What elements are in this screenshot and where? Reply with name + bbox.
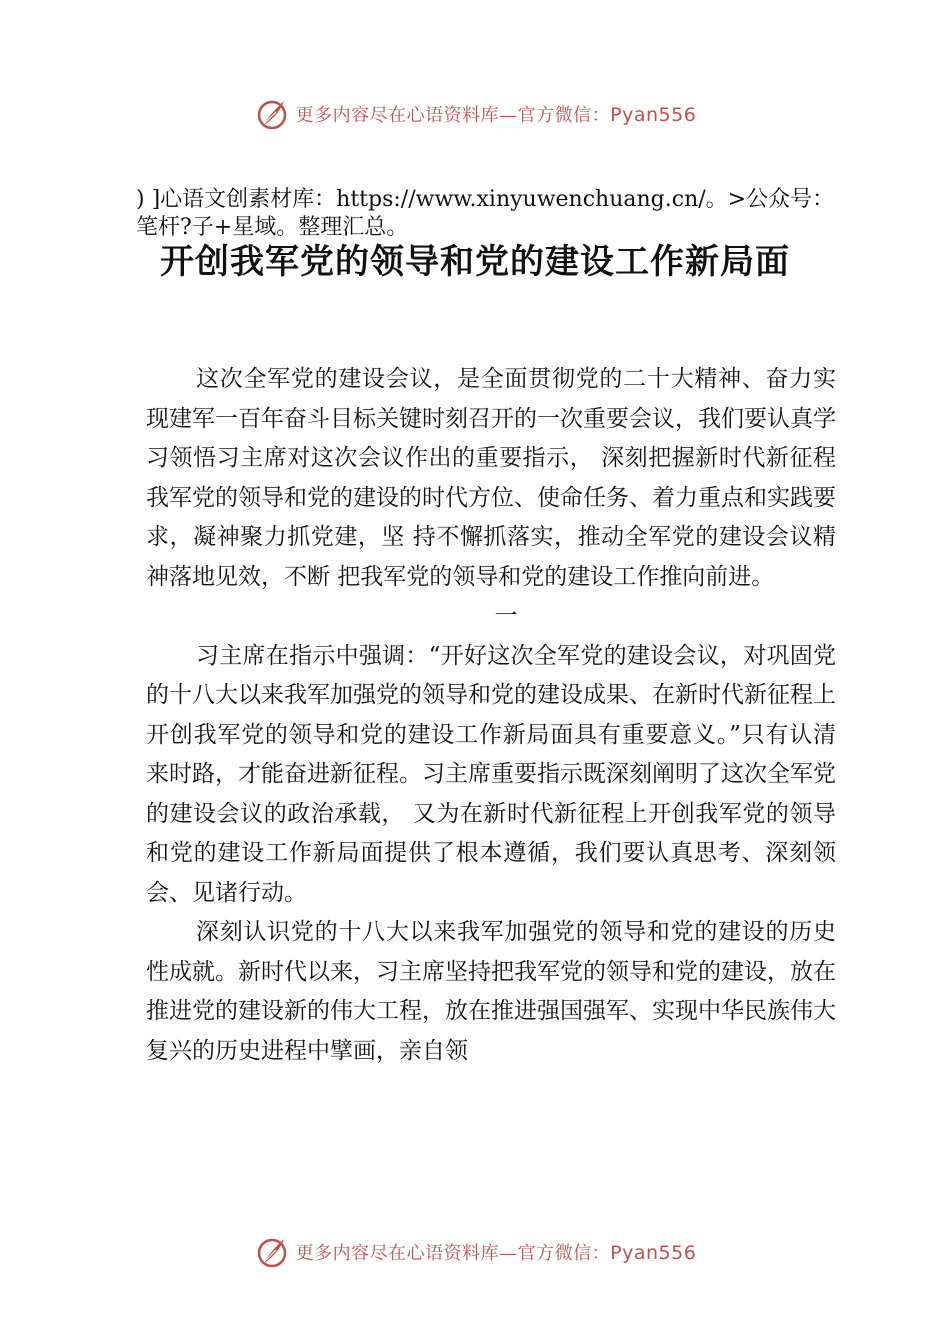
watermark-text: 更多内容尽在心语资料库—官方微信：Pyan556 — [295, 104, 697, 126]
watermark-text: 更多内容尽在心语资料库—官方微信：Pyan556 — [295, 1242, 697, 1264]
quill-logo-icon — [254, 96, 290, 132]
paragraph: 这次全军党的建设会议，是全面贯彻党的二十大精神、奋力实现建军一百年奋斗目标关键时刻召开的一次重要会议，我们要认真学习领悟习主席对这次会议作出的重要指示， 深刻把握新时代新征程我军党的领导和党的建设的时代方位、使命任务、着力重点和实践要求，凝神聚力抓党建，坚 持不懈抓落实，推动全军党的建设会议精神落地见效，不断 把我军党的领导和党的建设工作推向前进。 — [146, 366, 836, 590]
source-line: ) ]心语文创素材库：https://www.xinyuwenchuang.cn/。>公众号：笔杆?子+星域。整理汇总。 — [136, 187, 835, 240]
section-number: 一 — [494, 603, 518, 629]
quill-logo-icon — [254, 1234, 290, 1270]
document-body — [146, 360, 836, 1071]
paragraph: 深刻认识党的十八大以来我军加强党的领导和党的建设的历史性成就。新时代以来，习主席坚持把我军党的领导和党的建设，放在推进党的建设新的伟大工程，放在推进强国强军、实现中华民族伟大复兴的历史进程中擘画，亲自领 — [146, 919, 836, 1064]
document-title: 开创我军党的领导和党的建设工作新局面 — [160, 242, 790, 282]
paragraph: 习主席在指示中强调：“开好这次全军党的建设会议，对巩固党的十八大以来我军加强党的领导和党的建设成果、在新时代新征程上开创我军党的领导和党的建设工作新局面具有重要意义。”只有认清来时路，才能奋进新征程。习主席重要指示既深刻阐明了这次全军党的建设会议的政治承载， 又为在新时代新征程上开创我军党的领导和党的建设工作新局面提供了根本遵循，我们要认真思考、深刻领会、见诸行动。 — [146, 642, 836, 906]
header-watermark — [0, 94, 950, 134]
footer-watermark — [0, 1232, 950, 1272]
